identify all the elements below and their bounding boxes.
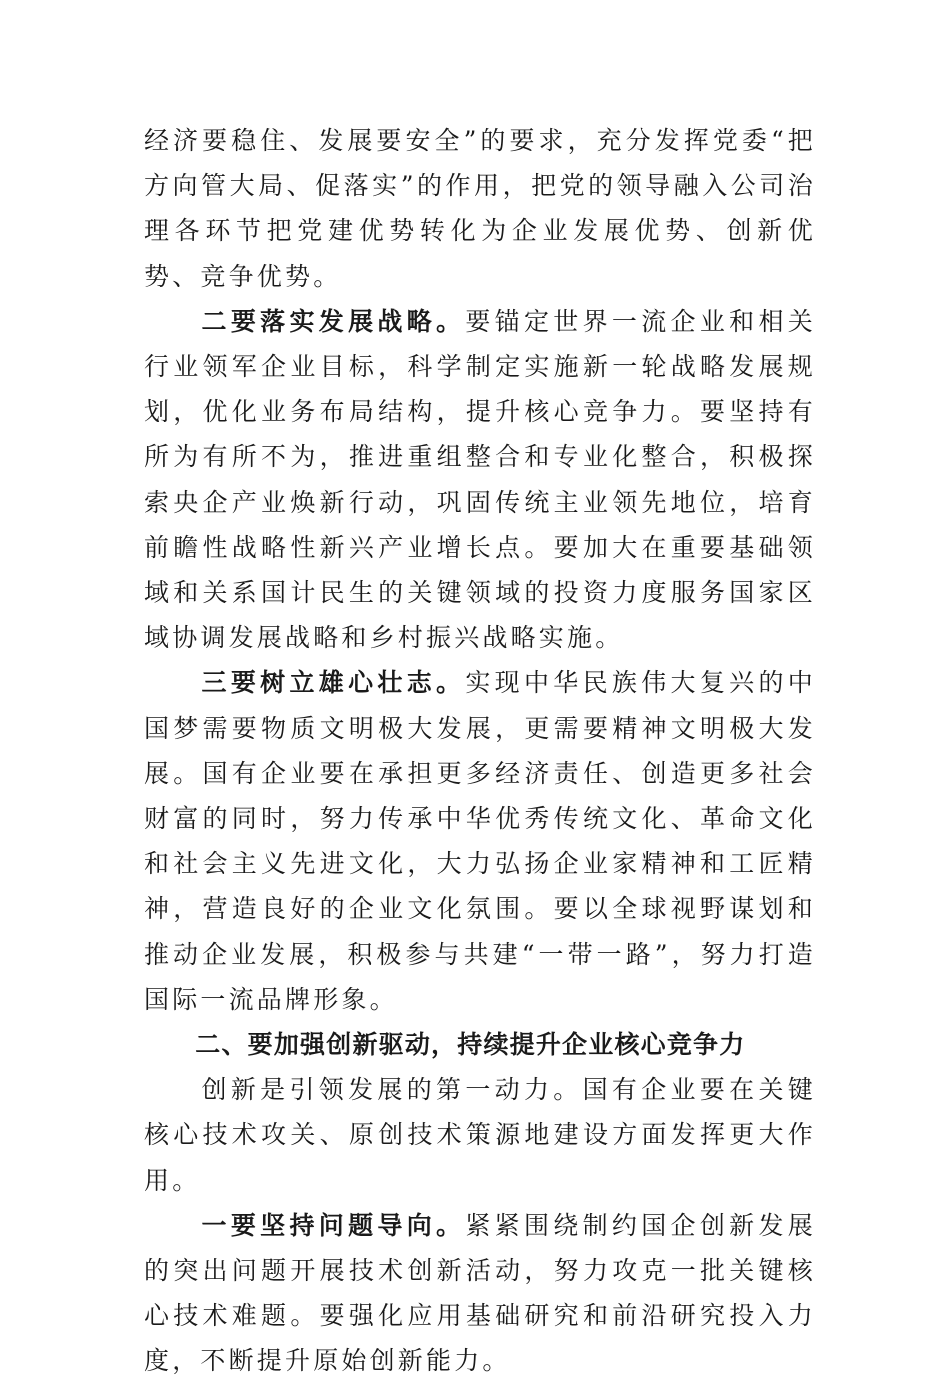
paragraph-text: 经济要稳住、发展要安全”的要求，充分发挥党委“把方向管大局、促落实”的作用，把党的领导融入公司治理各环节把党建优势转化为企业发展优势、创新优势、竞争优势。 [144,126,816,291]
paragraph-text: 创新是引领发展的第一动力。国有企业要在关键核心技术攻关、原创技术策源地建设方面发挥更大作用。 [144,1075,816,1195]
document-body [144,118,816,1384]
paragraph-lead: 二要落实发展战略。 [201,306,466,336]
paragraph-party-leadership [144,118,816,299]
paragraph-innovation-intro [144,1067,816,1203]
paragraph-text: 要锚定世界一流企业和相关行业领军企业目标，科学制定实施新一轮战略发展规划，优化业务布局结构，提升核心竞争力。要坚持有所为有所不为，推进重组整合和专业化整合，积极探索央企产业焕新行动，巩固传统主业领先地位，培育前瞻性战略性新兴产业增长点。要加大在重要基础领域和关系国计民生的关键领域的投资力度服务国家区域协调发展战略和乡村振兴战略实施。 [144,306,816,653]
paragraph-text: 紧紧围绕制约国企创新发展的突出问题开展技术创新活动，努力攻克一批关键核心技术难题。要强化应用基础研究和前沿研究投入力度，不断提升原始创新能力。 [144,1210,816,1376]
paragraph-problem-oriented [144,1203,816,1384]
paragraph-lead: 三要树立雄心壮志。 [201,668,466,698]
paragraph-text: 实现中华民族伟大复兴的中国梦需要物质文明极大发展，更需要精神文明极大发展。国有企业要在承担更多经济责任、创造更多社会财富的同时，努力传承中华优秀传统文化、革命文化和社会主义先进文化，大力弘扬企业家精神和工匠精神，营造良好的企业文化氛围。要以全球视野谋划和推动企业发展，积极参与共建“一带一路”，努力打造国际一流品牌形象。 [144,668,816,1014]
paragraph-ambition [144,660,816,1022]
paragraph-development-strategy [144,299,816,661]
section-heading-innovation: 二、要加强创新驱动，持续提升企业核心竞争力 [195,1030,746,1060]
paragraph-lead: 一要坚持问题导向。 [201,1210,466,1240]
